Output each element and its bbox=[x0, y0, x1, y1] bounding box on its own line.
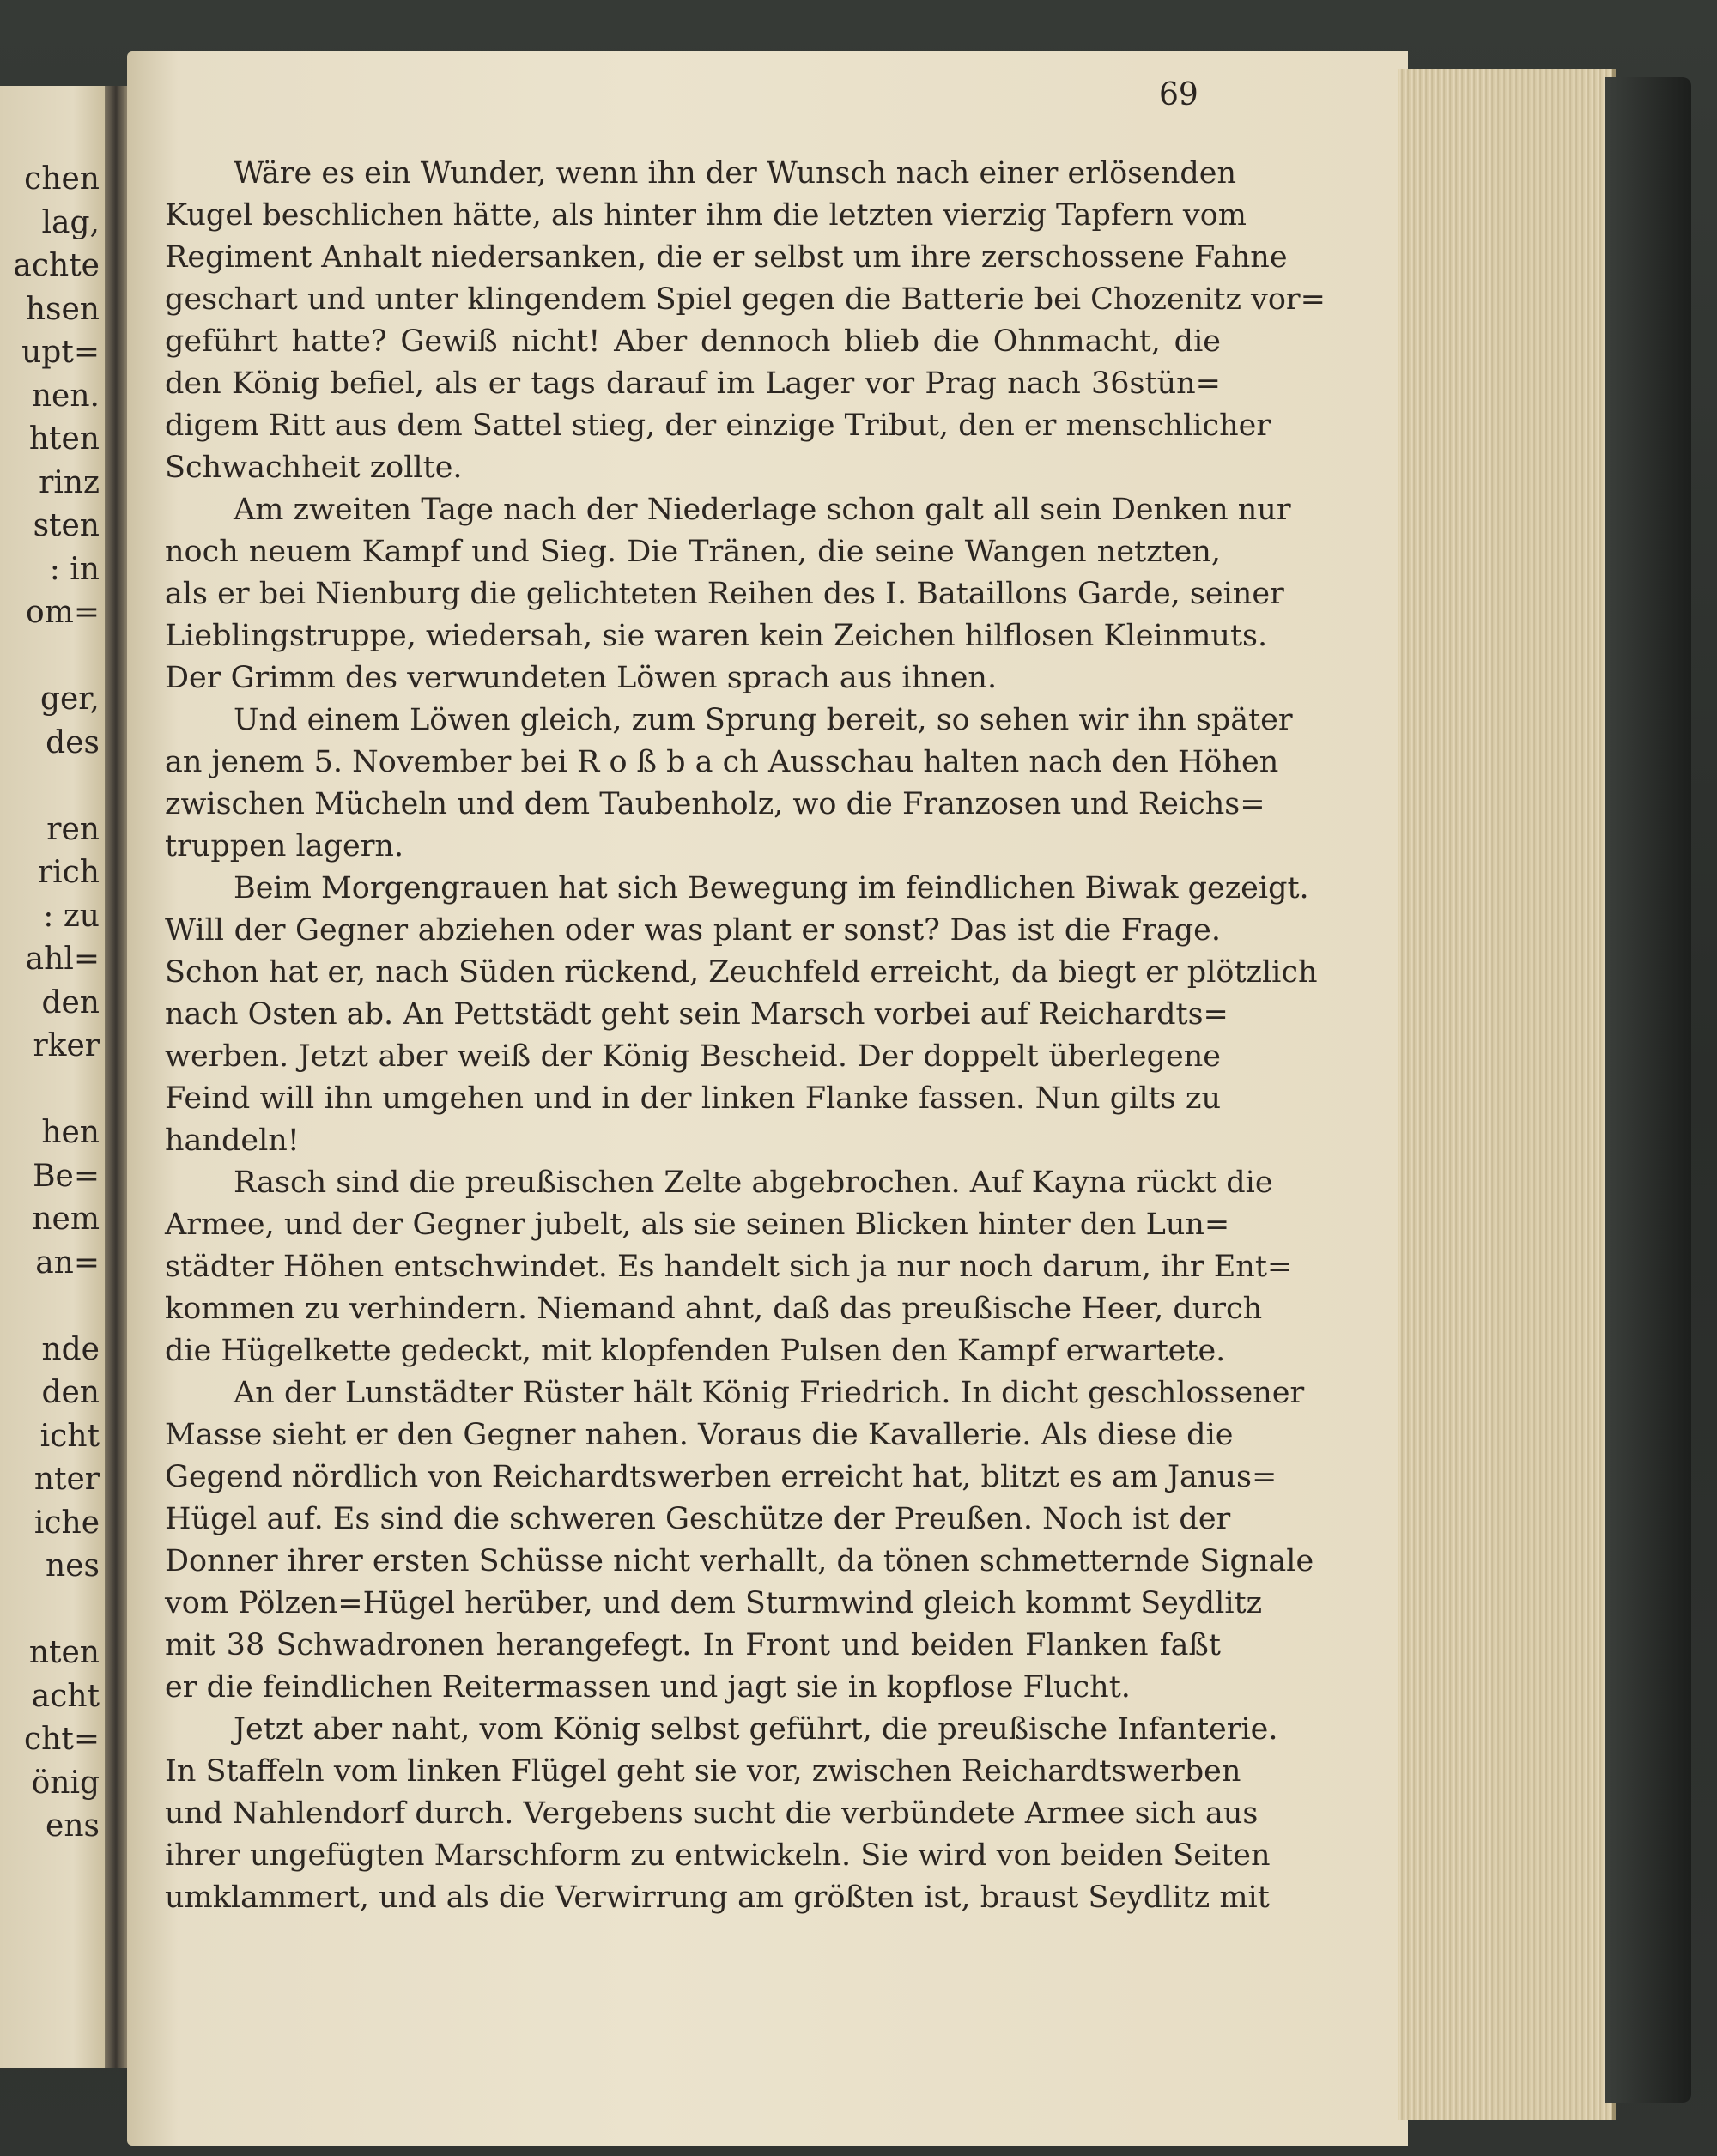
book-cover bbox=[1605, 77, 1691, 2103]
text-line: Schon hat er, nach Süden rückend, Zeuchfeld erreicht, da biegt er plötzlich bbox=[165, 955, 1318, 990]
text-line: kommen zu verhindern. Niemand ahnt, daß das preußische Heer, durch bbox=[165, 1292, 1263, 1326]
text-line: Jetzt aber naht, vom König selbst geführt, die preußische Infanterie. bbox=[234, 1712, 1278, 1747]
text-line: Will der Gegner abziehen oder was plant er sonst? Das ist die Frage. bbox=[165, 913, 1221, 948]
paragraph bbox=[165, 868, 1318, 1162]
left-page-fragment: iche bbox=[33, 1505, 100, 1541]
text-line: städter Höhen entschwindet. Es handelt sich ja nur noch darum, ihr Ent= bbox=[165, 1250, 1293, 1284]
text-line: die Hügelkette gedeckt, mit klopfenden Pulsen den Kampf erwartete. bbox=[165, 1334, 1226, 1368]
left-page-fragment: lag, bbox=[41, 204, 100, 240]
left-page-fragment: nes bbox=[46, 1548, 100, 1584]
text-line: Und einem Löwen gleich, zum Sprung bereit, so sehen wir ihn später bbox=[234, 703, 1293, 737]
left-page-fragment: nde bbox=[41, 1331, 100, 1367]
text-line: werben. Jetzt aber weiß der König Bescheid. Der doppelt überlegene bbox=[165, 1039, 1221, 1074]
text-line: Rasch sind die preußischen Zelte abgebrochen. Auf Kayna rückt die bbox=[234, 1166, 1273, 1200]
left-page-fragment: ens bbox=[46, 1808, 100, 1844]
paragraph bbox=[165, 489, 1291, 699]
left-page-fragment: chen bbox=[24, 161, 100, 197]
left-page-fragment: ren bbox=[46, 811, 100, 847]
text-line: er die feindlichen Reitermassen und jagt sie in kopflose Flucht. bbox=[165, 1670, 1131, 1705]
left-page-fragment: : zu bbox=[43, 898, 100, 934]
left-page-fragment: den bbox=[41, 984, 100, 1020]
text-line: Armee, und der Gegner jubelt, als sie seinen Blicken hinter den Lun= bbox=[165, 1208, 1230, 1242]
text-line: geschart und unter klingendem Spiel gegen die Batterie bei Chozenitz vor= bbox=[165, 282, 1326, 317]
text-line: In Staffeln vom linken Flügel geht sie vor, zwischen Reichardtswerben bbox=[165, 1754, 1241, 1789]
text-line: zwischen Mücheln und dem Taubenholz, wo die Franzosen und Reichs= bbox=[165, 787, 1265, 821]
left-page-fragment: rker bbox=[33, 1028, 100, 1063]
left-page-fragment: rich bbox=[37, 855, 100, 890]
text-line: an jenem 5. November bei R o ß b a ch Ausschau halten nach den Höhen bbox=[165, 745, 1279, 779]
left-page-fragment: : in bbox=[49, 551, 100, 587]
text-line: Feind will ihn umgehen und in der linken Flanke fassen. Nun gilts zu bbox=[165, 1081, 1221, 1116]
left-page-fragment: icht bbox=[39, 1418, 100, 1454]
left-page-fragment: nten bbox=[28, 1635, 100, 1670]
page-number: 69 bbox=[1159, 77, 1198, 112]
left-page-fragment: nem bbox=[32, 1202, 100, 1237]
text-line: handeln! bbox=[165, 1123, 300, 1158]
left-page-fragment: ger, bbox=[39, 681, 100, 717]
left-page-fragment: acht bbox=[31, 1678, 100, 1714]
page-edges bbox=[1398, 69, 1616, 2120]
text-line: mit 38 Schwadronen herangefegt. In Front und beiden Flanken faßt bbox=[165, 1628, 1221, 1662]
text-line: geführt hatte? Gewiß nicht! Aber dennoch blieb die Ohnmacht, die bbox=[165, 324, 1221, 359]
text-line: Kugel beschlichen hätte, als hinter ihm die letzten vierzig Tapfern vom bbox=[165, 198, 1247, 233]
left-page-fragment: rinz bbox=[39, 464, 100, 500]
paragraph bbox=[165, 153, 1326, 489]
text-line: Gegend nördlich von Reichardtswerben erreicht hat, blitzt es am Janus= bbox=[165, 1460, 1277, 1494]
text-line: An der Lunstädter Rüster hält König Friedrich. In dicht geschlossener bbox=[234, 1376, 1305, 1410]
left-page-fragment: cht= bbox=[24, 1722, 100, 1757]
text-line: truppen lagern. bbox=[165, 829, 404, 863]
text-line: digem Ritt aus dem Sattel stieg, der einzige Tribut, den er menschlicher bbox=[165, 409, 1271, 443]
left-page-fragment: achte bbox=[13, 248, 100, 283]
text-block bbox=[165, 153, 1326, 1919]
left-page bbox=[0, 86, 107, 2068]
text-line: Am zweiten Tage nach der Niederlage schon galt all sein Denken nur bbox=[234, 493, 1291, 527]
left-page-fragment: hen bbox=[41, 1115, 100, 1150]
left-page-fragment: upt= bbox=[21, 335, 100, 370]
left-page-fragment: hten bbox=[28, 421, 100, 457]
paragraph bbox=[165, 1709, 1278, 1919]
text-line: ihrer ungefügten Marschform zu entwickeln. Sie wird von beiden Seiten bbox=[165, 1838, 1271, 1873]
text-line: und Nahlendorf durch. Vergebens sucht die verbündete Armee sich aus bbox=[165, 1796, 1259, 1831]
paragraph bbox=[165, 699, 1293, 868]
left-page-fragment: önig bbox=[31, 1765, 100, 1801]
text-line: vom Pölzen=Hügel herüber, und dem Sturmwind gleich kommt Seydlitz bbox=[165, 1586, 1263, 1620]
text-line: Beim Morgengrauen hat sich Bewegung im feindlichen Biwak gezeigt. bbox=[234, 871, 1309, 905]
left-page-fragment: Be= bbox=[33, 1158, 100, 1194]
text-line: Der Grimm des verwundeten Löwen sprach aus ihnen. bbox=[165, 661, 998, 695]
text-line: Regiment Anhalt niedersanken, die er selbst um ihre zerschossene Fahne bbox=[165, 240, 1288, 275]
left-page-fragment: nen. bbox=[31, 378, 100, 414]
paragraph bbox=[165, 1162, 1293, 1372]
left-page-fragment: den bbox=[41, 1375, 100, 1410]
text-line: Lieblingstruppe, wiedersah, sie waren kein Zeichen hilflosen Kleinmuts. bbox=[165, 619, 1268, 653]
left-page-fragment: an= bbox=[35, 1245, 100, 1281]
left-page-fragment: nter bbox=[33, 1462, 100, 1497]
text-line: nach Osten ab. An Pettstädt geht sein Marsch vorbei auf Reichardts= bbox=[165, 997, 1229, 1032]
text-line: den König befiel, als er tags darauf im Lager vor Prag nach 36stün= bbox=[165, 366, 1221, 401]
book-gutter bbox=[105, 86, 127, 2068]
left-page-fragment: om= bbox=[26, 595, 100, 630]
text-line: Wäre es ein Wunder, wenn ihn der Wunsch nach einer erlösenden bbox=[234, 156, 1237, 191]
text-line: Masse sieht er den Gegner nahen. Voraus die Kavallerie. Als diese die bbox=[165, 1418, 1234, 1452]
left-page-fragment: hsen bbox=[25, 291, 100, 327]
left-page-fragment: ahl= bbox=[25, 942, 100, 977]
text-line: Hügel auf. Es sind die schweren Geschütze der Preußen. Noch ist der bbox=[165, 1502, 1231, 1536]
text-line: umklammert, und als die Verwirrung am größten ist, braust Seydlitz mit bbox=[165, 1880, 1270, 1915]
left-page-fragment: des bbox=[46, 724, 100, 760]
text-line: Schwachheit zollte. bbox=[165, 451, 463, 485]
text-line: als er bei Nienburg die gelichteten Reihen des I. Bataillons Garde, seiner bbox=[165, 577, 1284, 611]
left-page-fragment: sten bbox=[33, 508, 100, 543]
text-line: Donner ihrer ersten Schüsse nicht verhallt, da tönen schmetternde Signale bbox=[165, 1544, 1314, 1578]
text-line: noch neuem Kampf und Sieg. Die Tränen, die seine Wangen netzten, bbox=[165, 535, 1221, 569]
paragraph bbox=[165, 1372, 1314, 1709]
